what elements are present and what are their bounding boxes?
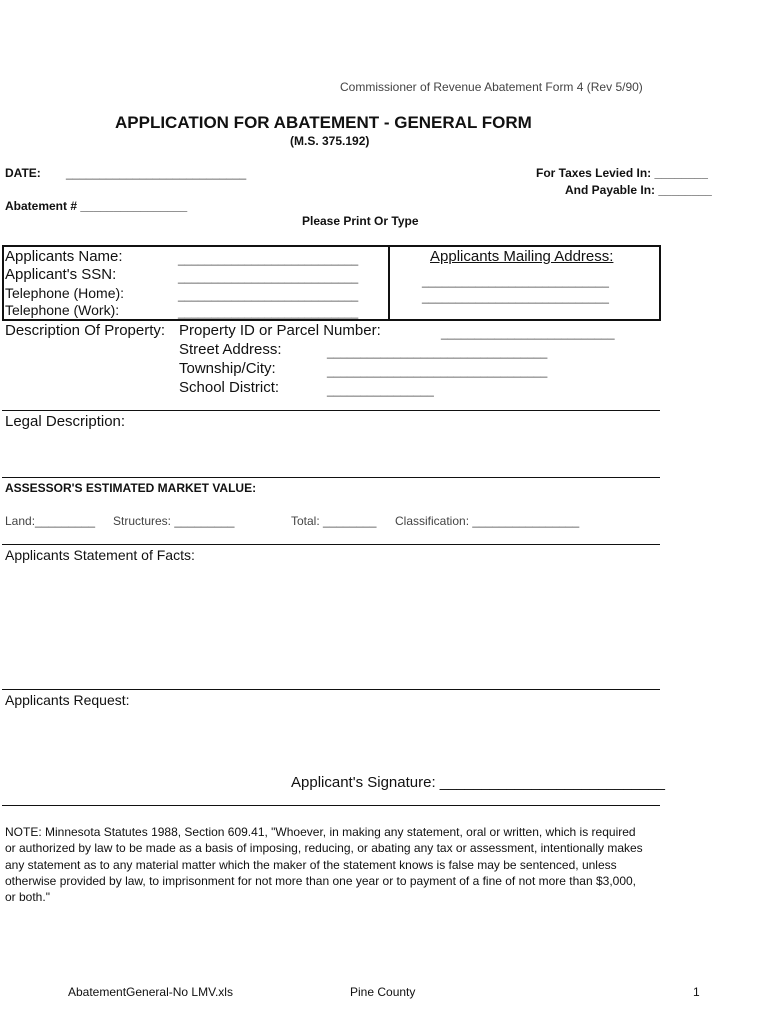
divider-statement: [2, 544, 660, 545]
township-city-field[interactable]: _________________________________: [327, 364, 548, 378]
township-city-label: Township/City:: [179, 360, 276, 377]
telephone-work-field[interactable]: ___________________________: [178, 305, 359, 319]
applicant-request-label: Applicants Request:: [5, 692, 130, 708]
page-number: 1: [693, 985, 700, 999]
parcel-number-field[interactable]: __________________________: [441, 326, 615, 340]
mailing-address-label: Applicants Mailing Address:: [430, 248, 614, 265]
applicant-name-field[interactable]: ___________________________: [178, 252, 359, 266]
applicant-ssn-field[interactable]: ___________________________: [178, 270, 359, 284]
legal-description-label: Legal Description:: [5, 413, 126, 430]
form-reference: Commissioner of Revenue Abatement Form 4 (Rev 5/90): [340, 80, 643, 94]
footer-county: Pine County: [350, 985, 416, 999]
land-value-field[interactable]: Land:_________: [5, 514, 96, 528]
applicant-box-divider: [388, 245, 390, 321]
classification-field[interactable]: Classification: ________________: [395, 514, 580, 528]
school-district-field[interactable]: ________________: [327, 383, 434, 397]
footer-filename: AbatementGeneral-No LMV.xls: [68, 985, 233, 999]
school-district-label: School District:: [179, 379, 280, 396]
print-instruction: Please Print Or Type: [302, 214, 419, 228]
property-description-label: Description Of Property:: [5, 322, 166, 339]
perjury-note: NOTE: Minnesota Statutes 1988, Section 609.41, "Whoever, in making any statement, oral or written, which is required or authorized by law to be made as a basis of imposing, reducing, or abating any tax or assessment, intentionally makes any statement as to any material matter which the maker of the statement knows is false may be sentenced, unless otherwise provided by law, to imprisonment for not more than one year or to payment of a fine of not more than $3,000, or both.": [5, 825, 643, 905]
parcel-number-label: Property ID or Parcel Number:: [179, 322, 381, 339]
mailing-address-line-2[interactable]: ____________________________: [422, 290, 609, 304]
applicant-ssn-label: Applicant's SSN:: [5, 266, 117, 283]
form-title: APPLICATION FOR ABATEMENT - GENERAL FORM: [115, 113, 532, 132]
taxes-levied-field[interactable]: For Taxes Levied In: ________: [536, 166, 708, 180]
statute-reference: (M.S. 375.192): [290, 134, 370, 148]
total-value-field[interactable]: Total: ________: [291, 514, 377, 528]
applicant-name-label: Applicants Name:: [5, 248, 123, 265]
structures-value-field[interactable]: Structures: _________: [113, 514, 235, 528]
mailing-address-line-1[interactable]: ____________________________: [422, 274, 609, 288]
payable-in-field[interactable]: And Payable In: ________: [565, 183, 712, 197]
divider-request: [2, 689, 660, 690]
statement-of-facts-label: Applicants Statement of Facts:: [5, 547, 195, 563]
telephone-home-field[interactable]: ___________________________: [178, 288, 359, 302]
telephone-home-label: Telephone (Home):: [5, 285, 125, 301]
assessor-heading: ASSESSOR'S ESTIMATED MARKET VALUE:: [5, 481, 257, 495]
divider-assessor: [2, 477, 660, 478]
date-field[interactable]: ___________________________: [66, 166, 247, 180]
telephone-work-label: Telephone (Work):: [5, 302, 120, 318]
date-label: DATE:: [5, 166, 41, 180]
divider-legal: [2, 410, 660, 411]
street-address-field[interactable]: _________________________________: [327, 345, 548, 359]
abatement-number-field[interactable]: Abatement # ________________: [5, 199, 188, 213]
street-address-label: Street Address:: [179, 341, 282, 358]
divider-note: [2, 805, 660, 806]
applicant-signature-field[interactable]: Applicant's Signature: ___________________________: [291, 774, 666, 791]
